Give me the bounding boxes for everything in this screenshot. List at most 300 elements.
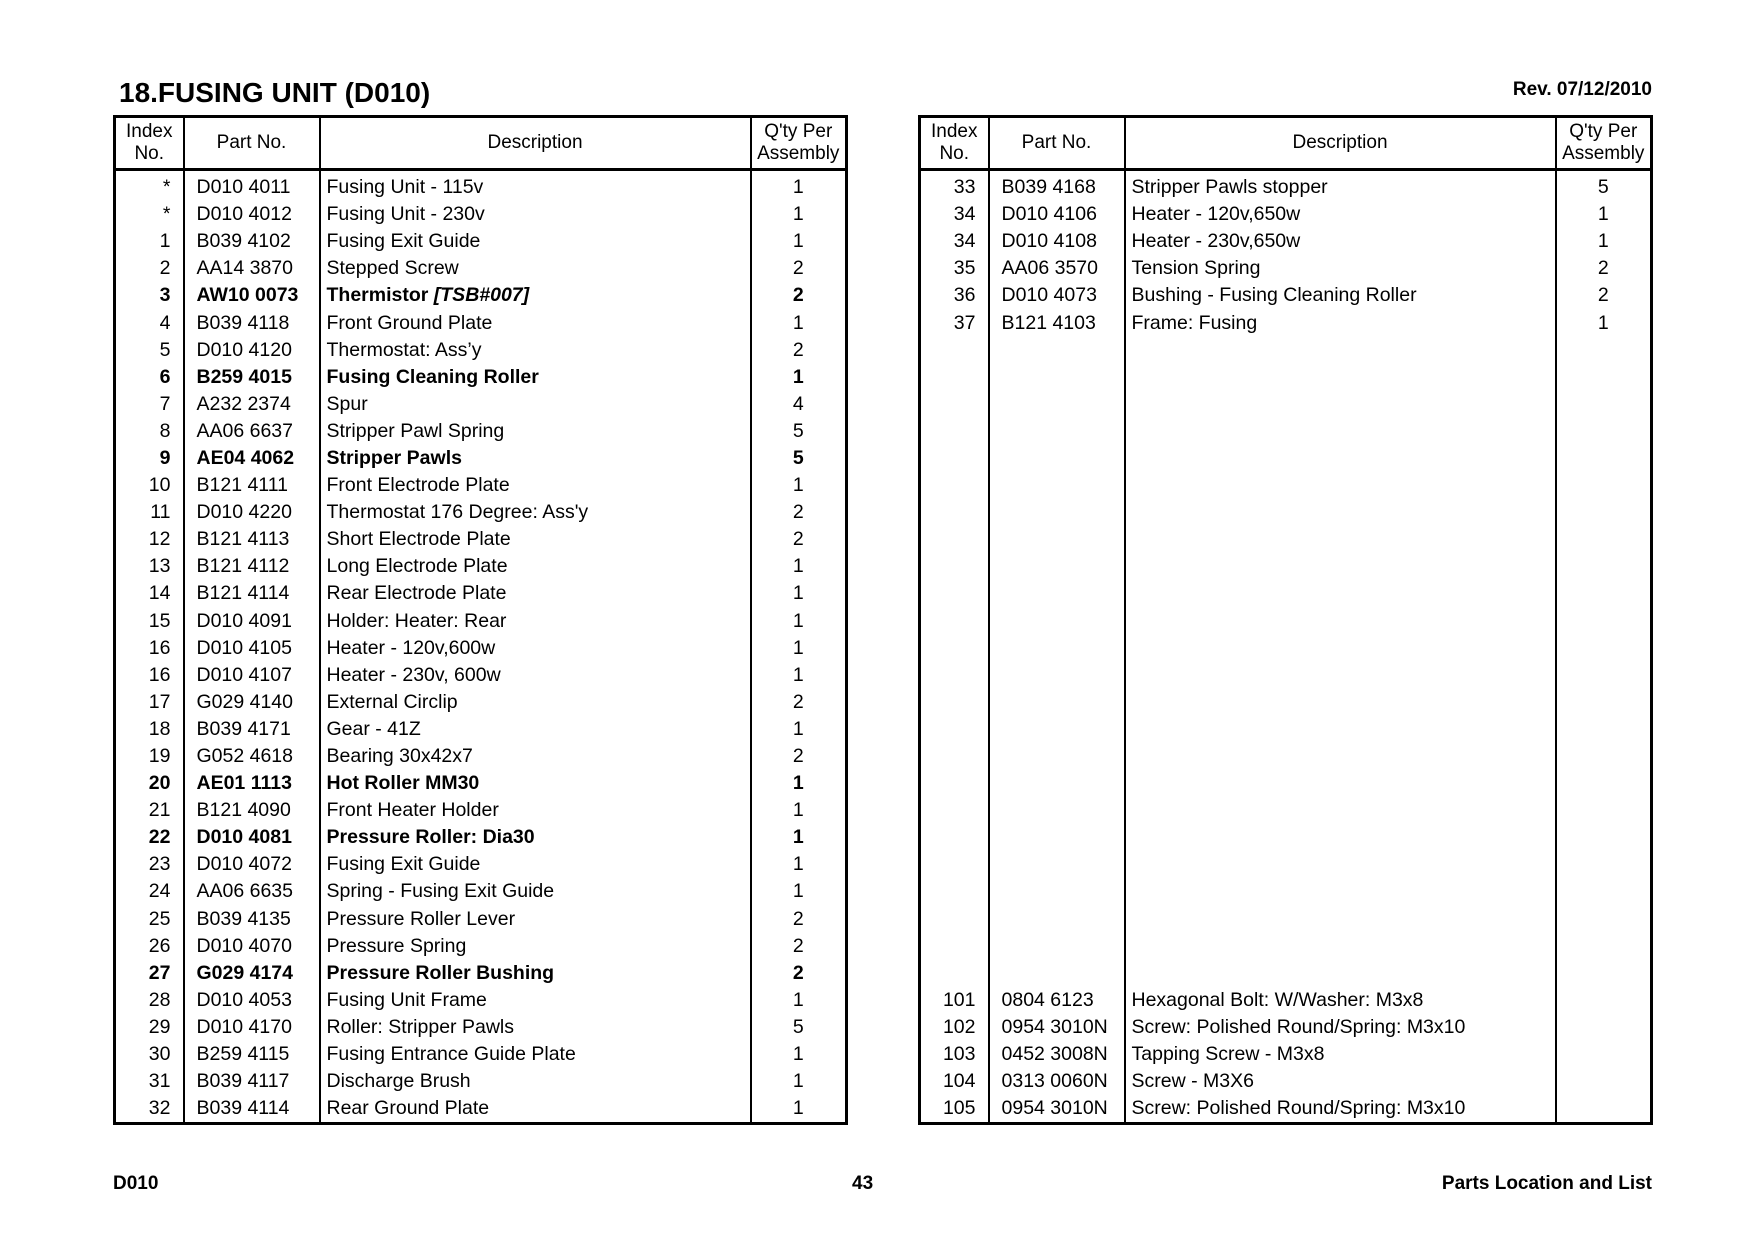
table-row [920, 255, 1652, 282]
qty-cell-text: 2 [792, 690, 804, 713]
qty-cell-text: 2 [792, 961, 804, 984]
qty-cell [1556, 170, 1652, 202]
description-cell-text: Fusing Exit Guide [326, 853, 481, 876]
index-cell-text: 35 [953, 257, 976, 280]
description-cell-text: Frame: Fusing [1131, 311, 1258, 334]
part-number-cell [184, 445, 320, 472]
index-cell-text: 103 [942, 1043, 976, 1066]
table-row [115, 499, 847, 526]
index-cell-text: 16 [148, 663, 171, 686]
description-cell [1125, 743, 1556, 770]
index-cell [920, 201, 989, 228]
description-cell-text: Thermistor [326, 284, 429, 307]
part-number-cell-text: D010 4108 [1001, 230, 1097, 253]
part-number-cell-text: B039 4114 [196, 1097, 290, 1120]
part-number-cell [184, 824, 320, 851]
table-row [115, 608, 847, 635]
qty-cell [1556, 662, 1652, 689]
part-number-cell [989, 391, 1125, 418]
table-row [115, 364, 847, 391]
part-number-cell [989, 635, 1125, 662]
part-number-cell [184, 689, 320, 716]
part-number-cell-text: A232 2374 [196, 392, 291, 415]
table-row [920, 170, 1652, 202]
index-cell [115, 255, 184, 282]
table-row [115, 170, 847, 202]
table-row [920, 391, 1652, 418]
qty-cell [751, 282, 847, 309]
qty-cell [1556, 391, 1652, 418]
part-number-cell-text: D010 4072 [196, 853, 292, 876]
part-number-cell-text: 0452 3008N [1001, 1043, 1108, 1066]
qty-cell [1556, 364, 1652, 391]
qty-cell-text: 1 [792, 1043, 804, 1066]
qty-cell [751, 716, 847, 743]
part-number-cell [989, 878, 1125, 905]
table-row [920, 553, 1652, 580]
description-cell-text: Spur [326, 392, 368, 415]
index-cell [115, 309, 184, 336]
qty-cell [1556, 906, 1652, 933]
table-row [920, 770, 1652, 797]
qty-cell-text: 2 [792, 907, 804, 930]
index-cell-text: 16 [148, 636, 171, 659]
qty-cell-text: 5 [792, 419, 804, 442]
description-cell [1125, 1041, 1556, 1068]
index-cell [920, 608, 989, 635]
description-cell [320, 851, 751, 878]
index-cell [115, 391, 184, 418]
index-cell-text: 8 [159, 419, 171, 442]
table-row [920, 1041, 1652, 1068]
qty-cell [1556, 878, 1652, 905]
part-number-cell-text: D010 4091 [196, 609, 292, 632]
description-cell [320, 364, 751, 391]
part-number-cell [989, 255, 1125, 282]
description-cell [320, 1014, 751, 1041]
qty-cell-text: 1 [792, 826, 804, 849]
part-number-cell-text: B121 4112 [196, 555, 290, 578]
index-cell-text: 36 [953, 284, 976, 307]
index-cell-text: 4 [159, 311, 171, 334]
qty-cell [751, 1095, 847, 1124]
index-cell [115, 472, 184, 499]
qty-cell [751, 689, 847, 716]
index-cell-text: 31 [148, 1070, 171, 1093]
description-cell [320, 608, 751, 635]
part-number-cell-text: AA06 6637 [196, 419, 294, 442]
part-number-cell [989, 797, 1125, 824]
index-cell [920, 987, 989, 1014]
part-number-cell [989, 851, 1125, 878]
qty-cell-text: 1 [792, 1097, 804, 1120]
description-cell-text: Pressure Roller Lever [326, 907, 516, 930]
qty-cell-text: 1 [792, 663, 804, 686]
table-row [115, 1095, 847, 1124]
part-number-cell-text: B039 4102 [196, 230, 291, 253]
index-cell [920, 1068, 989, 1095]
description-cell [320, 526, 751, 553]
description-cell [320, 580, 751, 607]
part-number-cell [989, 499, 1125, 526]
qty-cell [751, 1014, 847, 1041]
description-cell [320, 689, 751, 716]
index-cell [920, 878, 989, 905]
description-cell [1125, 824, 1556, 851]
index-cell [115, 906, 184, 933]
index-cell-text: 15 [148, 609, 171, 632]
index-cell-text: 10 [148, 474, 171, 497]
table-row [115, 878, 847, 905]
qty-cell-text: 1 [792, 555, 804, 578]
description-cell [1125, 282, 1556, 309]
part-number-cell [989, 716, 1125, 743]
table-row [920, 228, 1652, 255]
index-cell-text: 24 [148, 880, 171, 903]
description-cell [320, 255, 751, 282]
part-number-cell-text: D010 4081 [196, 826, 292, 849]
qty-cell [751, 337, 847, 364]
part-number-cell [184, 170, 320, 202]
description-cell-text: Stripper Pawls stopper [1131, 176, 1328, 199]
part-number-cell [989, 282, 1125, 309]
index-cell [115, 851, 184, 878]
description-cell [1125, 201, 1556, 228]
description-cell-text: Screw - M3X6 [1131, 1070, 1254, 1093]
qty-cell [1556, 580, 1652, 607]
qty-cell [751, 1041, 847, 1068]
index-cell-text: 21 [148, 799, 171, 822]
table-row [115, 526, 847, 553]
part-number-cell-text: D010 4073 [1001, 284, 1097, 307]
index-cell-text: 34 [953, 230, 976, 253]
description-cell [320, 824, 751, 851]
index-cell [920, 499, 989, 526]
index-cell [920, 228, 989, 255]
qty-cell-text: 2 [1597, 257, 1609, 280]
table-row [115, 1068, 847, 1095]
qty-cell [1556, 851, 1652, 878]
qty-cell-text: 1 [792, 799, 804, 822]
index-cell [115, 770, 184, 797]
qty-cell [1556, 255, 1652, 282]
part-number-cell [184, 553, 320, 580]
qty-cell [751, 391, 847, 418]
index-cell-text: 23 [148, 853, 171, 876]
description-cell [1125, 553, 1556, 580]
qty-cell-text: 1 [792, 365, 804, 388]
index-cell [115, 337, 184, 364]
part-number-cell [989, 662, 1125, 689]
index-cell-text: * [162, 176, 171, 199]
part-number-cell [989, 201, 1125, 228]
index-cell-text: 34 [953, 203, 976, 226]
description-cell-text: Pressure Roller Bushing [326, 961, 555, 984]
table-row [115, 689, 847, 716]
table-row [920, 743, 1652, 770]
index-cell [920, 851, 989, 878]
qty-cell [751, 309, 847, 336]
table-row [115, 743, 847, 770]
part-number-cell [989, 337, 1125, 364]
qty-cell [1556, 716, 1652, 743]
index-cell-text: 37 [953, 311, 976, 334]
description-cell [1125, 170, 1556, 202]
table-row [920, 716, 1652, 743]
part-number-cell-text: B259 4115 [196, 1043, 290, 1066]
qty-cell [751, 170, 847, 202]
description-cell-text: Hot Roller MM30 [326, 772, 480, 795]
qty-cell [1556, 472, 1652, 499]
part-number-cell-text: B039 4171 [196, 717, 291, 740]
index-cell [115, 553, 184, 580]
qty-cell-text: 1 [1597, 230, 1609, 253]
index-cell-text: 102 [942, 1015, 976, 1038]
index-cell [920, 635, 989, 662]
table-row [920, 526, 1652, 553]
qty-cell-text: 1 [792, 311, 804, 334]
description-cell [1125, 608, 1556, 635]
table-row [920, 201, 1652, 228]
description-cell-text: Holder: Heater: Rear [326, 609, 507, 632]
description-cell [1125, 309, 1556, 336]
description-cell [1125, 255, 1556, 282]
description-cell [1125, 472, 1556, 499]
part-number-cell [184, 228, 320, 255]
table-row [115, 553, 847, 580]
index-cell [115, 1014, 184, 1041]
description-cell-text: Stripper Pawl Spring [326, 419, 505, 442]
qty-cell [751, 824, 847, 851]
index-cell-text: * [162, 203, 171, 226]
part-number-cell [184, 878, 320, 905]
part-number-cell-text: D010 4105 [196, 636, 292, 659]
part-number-cell-text: AA06 6635 [196, 880, 294, 903]
qty-cell-text: 1 [792, 203, 804, 226]
index-cell [920, 553, 989, 580]
table-row [115, 933, 847, 960]
part-number-cell [989, 608, 1125, 635]
description-cell [320, 228, 751, 255]
description-cell [1125, 797, 1556, 824]
index-cell [920, 743, 989, 770]
qty-cell [751, 635, 847, 662]
qty-cell [751, 797, 847, 824]
column-header-qty: Q'ty Per Assembly [751, 117, 847, 170]
index-cell [920, 716, 989, 743]
qty-cell [751, 255, 847, 282]
qty-cell [751, 580, 847, 607]
index-cell [115, 499, 184, 526]
part-number-cell [184, 391, 320, 418]
description-cell [320, 553, 751, 580]
qty-cell [751, 770, 847, 797]
qty-cell [1556, 987, 1652, 1014]
part-number-cell [989, 580, 1125, 607]
parts-table-left-body [115, 170, 847, 1124]
index-cell-text: 5 [159, 338, 171, 361]
index-cell-text: 105 [942, 1097, 976, 1120]
index-cell-text: 12 [148, 528, 171, 551]
qty-cell-text: 2 [792, 501, 804, 524]
part-number-cell-text: D010 4220 [196, 501, 292, 524]
description-cell-text: Rear Ground Plate [326, 1097, 490, 1120]
qty-cell-text: 1 [792, 230, 804, 253]
table-row [920, 960, 1652, 987]
description-cell [1125, 635, 1556, 662]
part-number-cell-text: G029 4174 [196, 961, 294, 984]
table-row [920, 364, 1652, 391]
qty-cell-text: 5 [792, 446, 804, 469]
table-row [115, 309, 847, 336]
table-row [920, 1095, 1652, 1124]
index-cell [920, 580, 989, 607]
description-cell-text: Fusing Exit Guide [326, 230, 481, 253]
parts-table-right [918, 115, 1653, 1125]
index-cell [115, 960, 184, 987]
description-cell-text: Hexagonal Bolt: W/Washer: M3x8 [1131, 988, 1424, 1011]
description-cell [1125, 418, 1556, 445]
description-cell-text: Fusing Unit Frame [326, 988, 487, 1011]
table-row [115, 228, 847, 255]
qty-cell [751, 933, 847, 960]
index-cell-text: 9 [159, 446, 171, 469]
part-number-cell-text: AE01 1113 [196, 772, 292, 795]
qty-cell [751, 960, 847, 987]
parts-table-left [113, 115, 848, 1125]
description-cell [1125, 662, 1556, 689]
qty-cell [751, 201, 847, 228]
description-cell-text: Heater - 230v,650w [1131, 230, 1301, 253]
index-cell-text: 22 [148, 826, 171, 849]
table-row [115, 472, 847, 499]
index-cell-text: 26 [148, 934, 171, 957]
part-number-cell [184, 770, 320, 797]
table-row [920, 662, 1652, 689]
part-number-cell-text: G029 4140 [196, 690, 294, 713]
qty-cell [1556, 1014, 1652, 1041]
qty-cell-text: 1 [792, 582, 804, 605]
part-number-cell [989, 472, 1125, 499]
part-number-cell-text: AA14 3870 [196, 257, 294, 280]
part-number-cell [989, 1095, 1125, 1124]
part-number-cell [989, 743, 1125, 770]
qty-cell-text: 2 [792, 934, 804, 957]
index-cell [115, 228, 184, 255]
qty-cell-text: 1 [792, 717, 804, 740]
index-cell [115, 824, 184, 851]
part-number-cell [989, 309, 1125, 336]
part-number-cell-text: 0804 6123 [1001, 988, 1094, 1011]
description-cell [320, 878, 751, 905]
part-number-cell-text: B039 4135 [196, 907, 291, 930]
description-cell-text: Front Ground Plate [326, 311, 493, 334]
table-header-row [920, 117, 1652, 170]
part-number-cell-text: D010 4170 [196, 1015, 292, 1038]
qty-cell [1556, 445, 1652, 472]
index-cell-text: 104 [942, 1070, 976, 1093]
table-row [115, 255, 847, 282]
qty-cell [1556, 418, 1652, 445]
index-cell [115, 526, 184, 553]
table-row [115, 1014, 847, 1041]
part-number-cell [989, 933, 1125, 960]
part-number-cell-text: B121 4090 [196, 799, 291, 822]
index-cell [115, 797, 184, 824]
index-cell [920, 1095, 989, 1124]
part-number-cell [989, 445, 1125, 472]
part-number-cell-text: AE04 4062 [196, 446, 295, 469]
footer-page-number: 43 [852, 1173, 874, 1194]
index-cell [920, 689, 989, 716]
table-row [920, 499, 1652, 526]
index-cell [920, 824, 989, 851]
qty-cell [1556, 770, 1652, 797]
table-row [115, 960, 847, 987]
qty-cell-text: 1 [792, 1070, 804, 1093]
table-row [115, 337, 847, 364]
part-number-cell [184, 851, 320, 878]
part-number-cell-text: B039 4118 [196, 311, 290, 334]
description-cell [1125, 445, 1556, 472]
index-cell-text: 17 [148, 690, 171, 713]
index-cell-text: 18 [148, 717, 171, 740]
column-header-index: Index No. [115, 117, 184, 170]
index-cell [920, 770, 989, 797]
index-cell-text: 19 [148, 745, 171, 768]
part-number-cell [184, 743, 320, 770]
part-number-cell [184, 472, 320, 499]
part-number-cell-text: B121 4111 [196, 474, 288, 497]
index-cell [115, 878, 184, 905]
index-cell [920, 255, 989, 282]
part-number-cell [184, 526, 320, 553]
part-number-cell [989, 960, 1125, 987]
part-number-cell [184, 987, 320, 1014]
description-cell [320, 418, 751, 445]
description-cell-text: Fusing Unit - 230v [326, 203, 485, 226]
description-cell-text: Fusing Entrance Guide Plate [326, 1043, 576, 1066]
index-cell [920, 391, 989, 418]
qty-cell [751, 472, 847, 499]
table-row [920, 1068, 1652, 1095]
index-cell-text: 11 [150, 501, 171, 524]
description-cell-text: Tapping Screw - M3x8 [1131, 1043, 1325, 1066]
part-number-cell-text: B121 4103 [1001, 311, 1096, 334]
table-row [115, 580, 847, 607]
part-number-cell-text: G052 4618 [196, 745, 294, 768]
table-row [920, 580, 1652, 607]
description-cell-text: Screw: Polished Round/Spring: M3x10 [1131, 1015, 1466, 1038]
table-row [115, 797, 847, 824]
qty-cell [1556, 824, 1652, 851]
qty-cell [1556, 201, 1652, 228]
description-cell [320, 201, 751, 228]
part-number-cell [184, 282, 320, 309]
table-row [920, 418, 1652, 445]
part-number-cell-text: 0313 0060N [1001, 1070, 1108, 1093]
table-row [920, 472, 1652, 499]
part-number-cell [989, 906, 1125, 933]
part-number-cell-text: B121 4113 [196, 528, 290, 551]
part-number-cell-text: 0954 3010N [1001, 1097, 1108, 1120]
qty-cell-text: 2 [792, 528, 804, 551]
description-cell-text: Stepped Screw [326, 257, 459, 280]
qty-cell-text: 2 [792, 338, 804, 361]
description-cell [320, 1095, 751, 1124]
qty-cell [1556, 553, 1652, 580]
index-cell-text: 25 [148, 907, 171, 930]
